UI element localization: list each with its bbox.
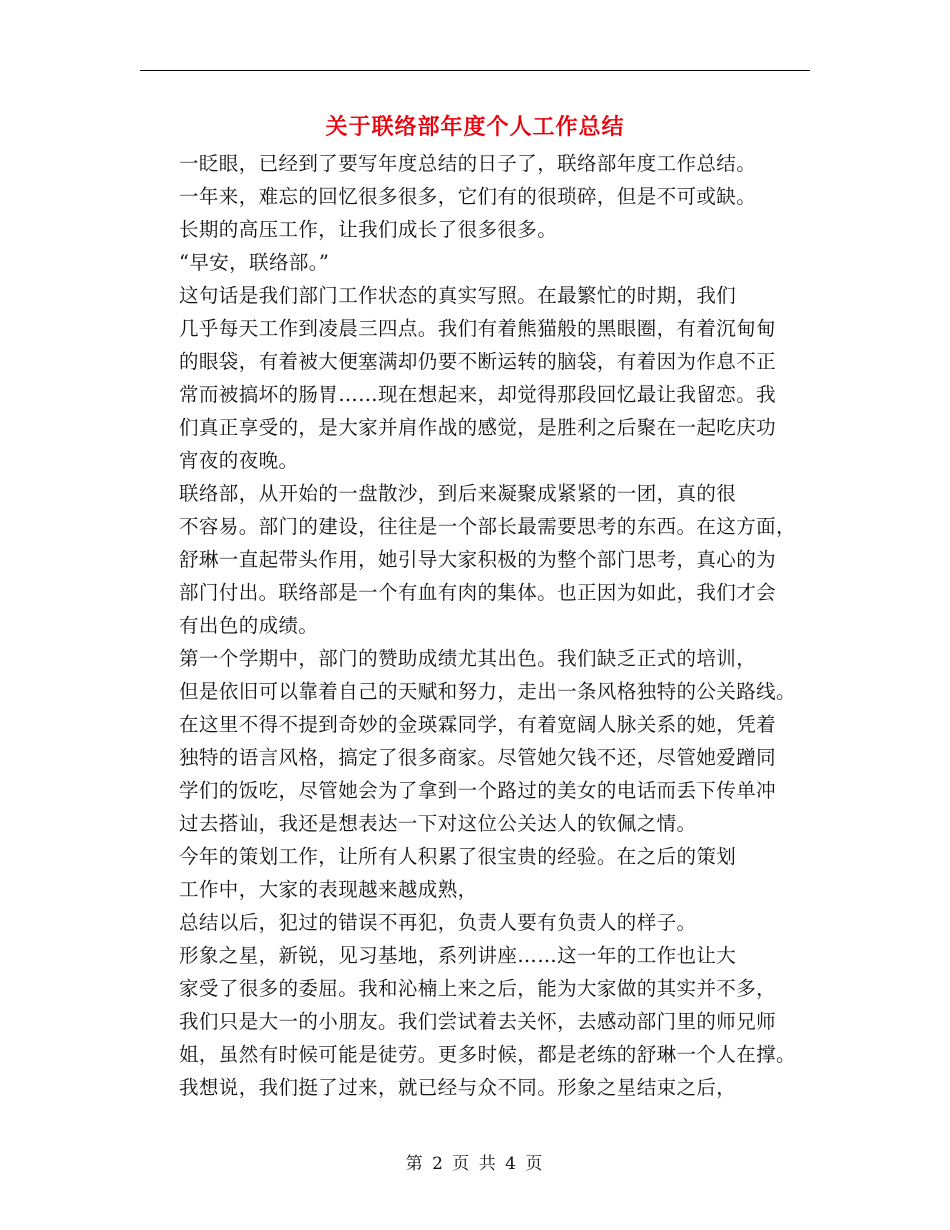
paragraph-line: 总结以后，犯过的错误不再犯，负责人要有负责人的样子。	[179, 911, 697, 934]
paragraph-line: 联络部，从开始的一盘散沙，到后来凝聚成紧紧的一团，真的很	[179, 482, 737, 505]
paragraph-line: 一眨眼，已经到了要写年度总结的日子了，联络部年度工作总结。	[179, 152, 757, 175]
paragraph-line: 几乎每天工作到凌晨三四点。我们有着熊猫般的黑眼圈，有着沉甸甸	[179, 317, 777, 340]
paragraph	[140, 642, 820, 840]
paragraph-line: 部门付出。联络部是一个有血有肉的集体。也正因为如此，我们才会	[179, 581, 777, 604]
paragraph-line: 舒琳一直起带头作用，她引导大家积极的为整个部门思考，真心的为	[179, 548, 777, 571]
paragraph-line: 今年的策划工作，让所有人积累了很宝贵的经验。在之后的策划	[179, 845, 737, 868]
paragraph-line: 形象之星，新锐，见习基地，系列讲座……这一年的工作也让大	[179, 944, 737, 967]
paragraph-line: 在这里不得不提到奇妙的金瑛霖同学，有着宽阔人脉关系的她，凭着	[179, 713, 777, 736]
document-title: 关于联络部年度个人工作总结	[325, 114, 625, 140]
paragraph-line: 但是依旧可以靠着自己的天赋和努力，走出一条风格独特的公关路线。	[179, 680, 796, 703]
paragraph-line: 工作中，大家的表现越来越成熟，	[179, 878, 478, 901]
paragraph-line: 这句话是我们部门工作状态的真实写照。在最繁忙的时期，我们	[179, 284, 737, 307]
paragraph-line: 宵夜的夜晚。	[179, 449, 299, 472]
paragraph	[140, 1071, 820, 1104]
document-body	[140, 147, 820, 1104]
paragraph	[140, 213, 820, 246]
paragraph-line: 们真正享受的，是大家并肩作战的感觉，是胜利之后聚在一起吃庆功	[179, 416, 777, 439]
paragraph-line: 一年来，难忘的回忆很多很多，它们有的很琐碎，但是不可或缺。	[179, 185, 757, 208]
paragraph-line: “早安，联络部。”	[179, 251, 330, 274]
paragraph	[140, 279, 820, 477]
paragraph	[140, 147, 820, 180]
paragraph-line: 我们只是大一的小朋友。我们尝试着去关怀，去感动部门里的师兄师	[179, 1010, 777, 1033]
paragraph-line: 姐，虽然有时候可能是徒劳。更多时候，都是老练的舒琳一个人在撑。	[179, 1043, 796, 1066]
paragraph	[140, 840, 820, 906]
paragraph-line: 第一个学期中，部门的赞助成绩尤其出色。我们缺乏正式的培训，	[179, 647, 757, 670]
paragraph-line: 独特的语言风格，搞定了很多商家。尽管她欠钱不还，尽管她爱蹭同	[179, 746, 777, 769]
paragraph-line: 常而被搞坏的肠胃……现在想起来，却觉得那段回忆最让我留恋。我	[179, 383, 777, 406]
paragraph	[140, 246, 820, 279]
paragraph-line: 有出色的成绩。	[179, 614, 319, 637]
paragraph-line: 的眼袋，有着被大便塞满却仍要不断运转的脑袋，有着因为作息不正	[179, 350, 777, 373]
paragraph-line: 不容易。部门的建设，往往是一个部长最需要思考的东西。在这方面，	[179, 515, 796, 538]
header-rule	[140, 70, 810, 71]
paragraph-line: 学们的饭吃，尽管她会为了拿到一个路过的美女的电话而丢下传单冲	[179, 779, 777, 802]
paragraph	[140, 180, 820, 213]
paragraph-line: 长期的高压工作，让我们成长了很多很多。	[179, 218, 558, 241]
paragraph-line: 我想说，我们挺了过来，就已经与众不同。形象之星结束之后，	[179, 1076, 737, 1099]
paragraph	[140, 906, 820, 939]
paragraph-line: 家受了很多的委屈。我和沁楠上来之后，能为大家做的其实并不多，	[179, 977, 777, 1000]
paragraph	[140, 939, 820, 1071]
page-indicator: 第 2 页 共 4 页	[405, 1154, 545, 1174]
paragraph	[140, 477, 820, 642]
paragraph-line: 过去搭讪，我还是想表达一下对这位公关达人的钦佩之情。	[179, 812, 697, 835]
